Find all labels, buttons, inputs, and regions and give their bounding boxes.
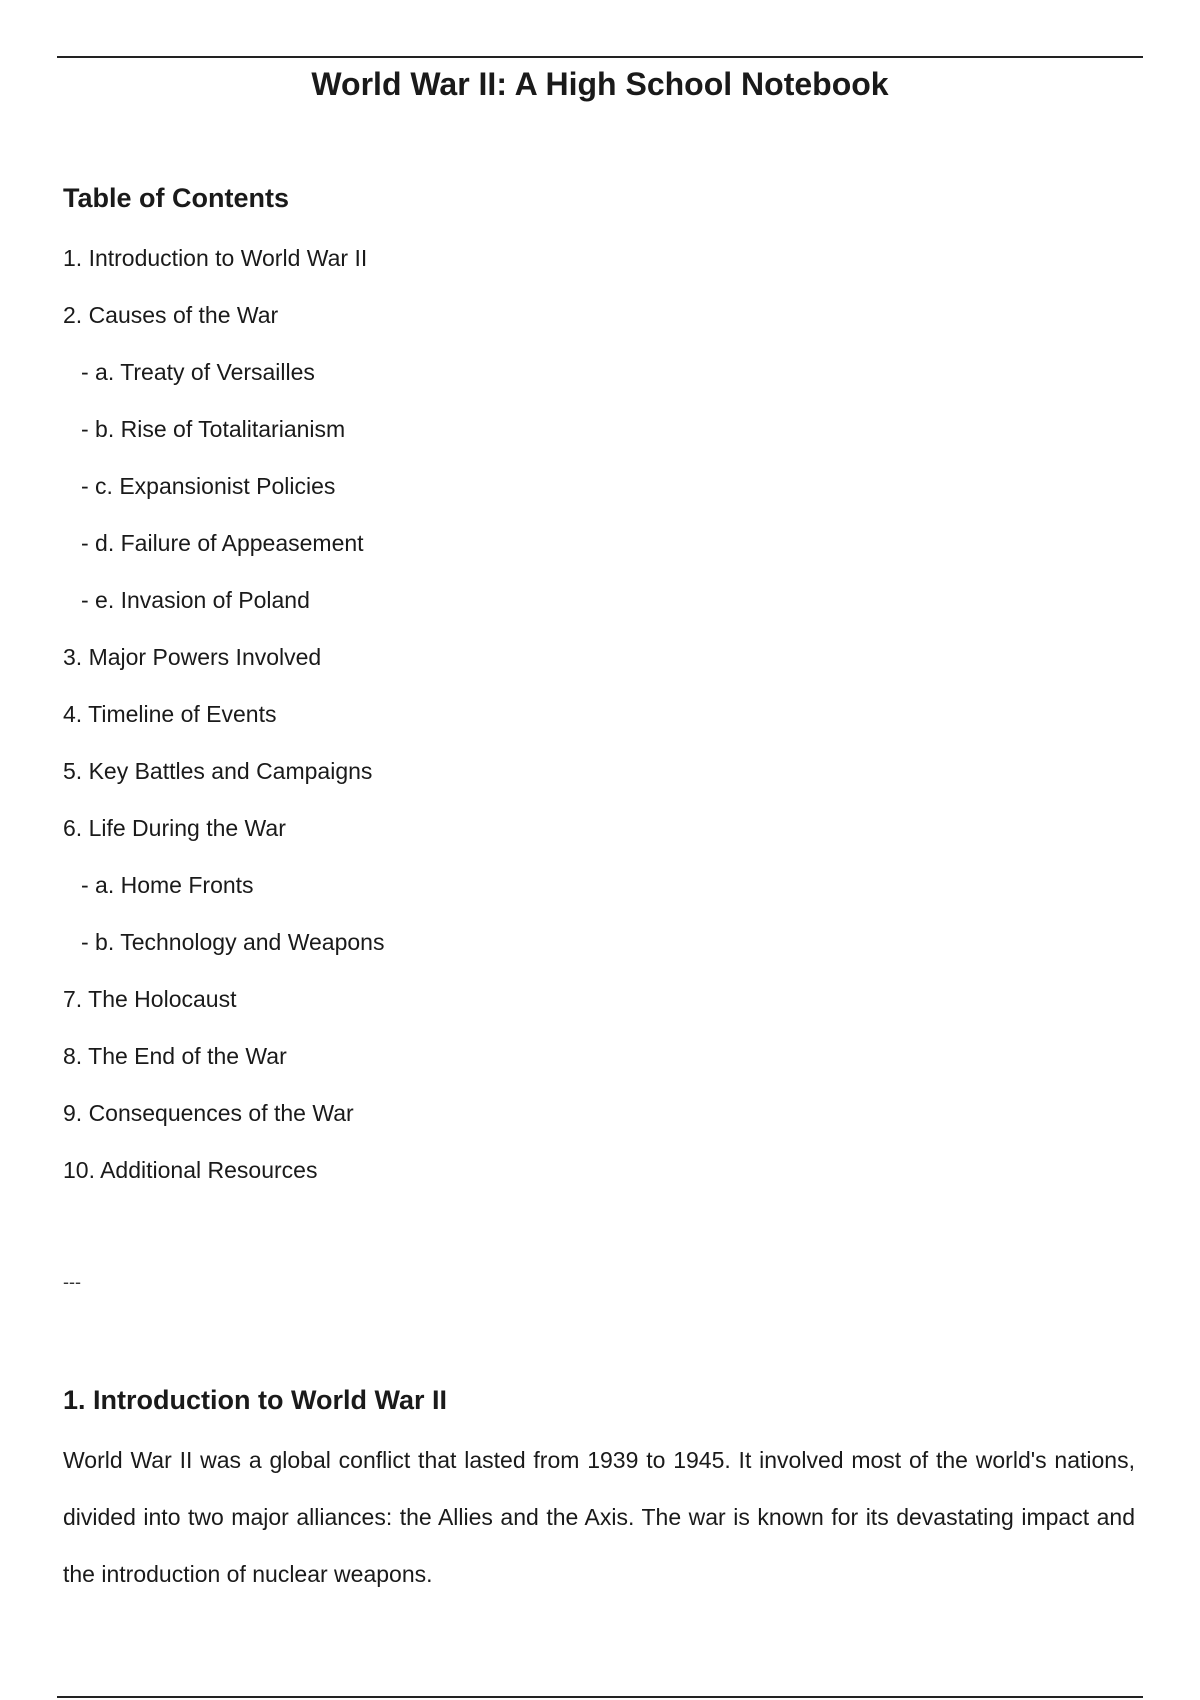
toc-item: 2. Causes of the War xyxy=(63,302,279,328)
toc-subitem: - a. Home Fronts xyxy=(81,872,254,898)
toc-subitem: - d. Failure of Appeasement xyxy=(81,530,364,556)
toc-item: 9. Consequences of the War xyxy=(63,1100,354,1126)
toc-subitem: - b. Rise of Totalitarianism xyxy=(81,416,346,442)
toc-subitem: - c. Expansionist Policies xyxy=(81,473,336,499)
section-paragraph: World War II was a global conflict that lasted from 1939 to 1945. It involved most of the world's nations, divided into two major alliances: the Allies and the Axis. The war is known for its devastating impact and the introduction of nuclear weapons. xyxy=(63,1447,1135,1587)
top-rule xyxy=(57,56,1143,58)
toc-item: 8. The End of the War xyxy=(63,1043,287,1069)
section-heading: 1. Introduction to World War II xyxy=(63,1385,447,1415)
bottom-rule xyxy=(57,1696,1143,1698)
toc-subitem: - a. Treaty of Versailles xyxy=(81,359,315,385)
table-of-contents xyxy=(63,238,384,1207)
toc-item: 4. Timeline of Events xyxy=(63,701,277,727)
page-title: World War II: A High School Notebook xyxy=(311,66,889,102)
toc-subitem: - b. Technology and Weapons xyxy=(81,929,385,955)
toc-item: 7. The Holocaust xyxy=(63,986,237,1012)
section-separator: --- xyxy=(63,1272,81,1292)
toc-item: 6. Life During the War xyxy=(63,815,286,841)
toc-item: 5. Key Battles and Campaigns xyxy=(63,758,373,784)
toc-item: 10. Additional Resources xyxy=(63,1157,318,1183)
toc-item: 3. Major Powers Involved xyxy=(63,644,322,670)
toc-subitem: - e. Invasion of Poland xyxy=(81,587,310,613)
toc-item: 1. Introduction to World War II xyxy=(63,245,368,271)
toc-heading: Table of Contents xyxy=(63,183,289,213)
